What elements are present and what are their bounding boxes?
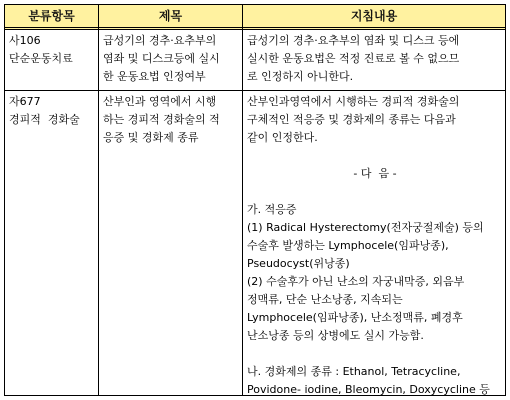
row1-content <box>247 32 503 86</box>
text-line: 난소낭종 등의 상병에도 실시 가능함. <box>247 329 424 342</box>
column-divider <box>98 5 99 395</box>
text-line: 로 인정하지 아니한다. <box>247 70 354 83</box>
text-line: 급성기의 경추·요추부의 <box>103 34 217 47</box>
text-line: 같이 인정한다. <box>247 131 318 144</box>
text-line: Lymphocele(임파낭종), 난소정맥류, 폐경후 <box>247 311 463 324</box>
row1-category <box>9 32 95 68</box>
text-line: 사106 <box>9 34 41 47</box>
guideline-table <box>4 4 506 396</box>
text-line: 하는 경피적 경화술의 적 <box>103 113 220 126</box>
text-line: 한 운동요법 인정여부 <box>103 70 206 83</box>
text-line: 실시한 운동요법은 적정 진료로 볼 수 없으므 <box>247 52 460 65</box>
text-line: 정맥류, 단순 난소낭종, 지속되는 <box>247 293 403 306</box>
text-line: 수술후 발생하는 Lymphocele(임파낭종), <box>247 239 449 252</box>
row1-title <box>103 32 239 86</box>
text-line: (2) 수술후가 아닌 난소의 자궁내막증, 외음부 <box>247 275 465 288</box>
text-line: 가. 적응증 <box>247 203 297 216</box>
blank-line <box>247 147 503 165</box>
row-divider <box>5 90 505 91</box>
text-line: 응증 및 경화제 종류 <box>103 131 199 144</box>
text-line: 경피적 경화술 <box>9 113 80 126</box>
blank-line <box>247 345 503 363</box>
row2-category <box>9 93 95 129</box>
column-divider <box>242 5 243 395</box>
text-line: (1) Radical Hysterectomy(전자궁절제술) 등의 <box>247 221 484 234</box>
text-line: Pseudocyst(위낭종) <box>247 257 350 270</box>
blank-line <box>247 183 503 201</box>
text-line: Povidone- iodine, Bleomycin, Doxycycline 등 <box>247 383 490 396</box>
text-line: 산부인과 영역에서 시행 <box>103 95 217 108</box>
header-title: 제목 <box>158 9 183 23</box>
row2-content <box>247 93 503 399</box>
text-line: 급성기의 경추·요추부의 염좌 및 디스크 등에 <box>247 34 460 47</box>
text-line: 단순운동치료 <box>9 52 73 65</box>
header-content: 지침내용 <box>350 9 398 23</box>
text-line: 나. 경화제의 종류 : Ethanol, Tetracycline, <box>247 365 461 378</box>
header-category: 분류항목 <box>28 9 75 23</box>
row2-title <box>103 93 239 147</box>
text-line: 구체적인 적응증 및 경화제의 종류는 다음과 <box>247 113 456 126</box>
text-line: 자677 <box>9 95 41 108</box>
section-divider-label: - 다 음 - <box>353 167 397 180</box>
text-line: 염좌 및 디스크등에 실시 <box>103 52 220 65</box>
text-line: 산부인과영역에서 시행하는 경피적 경화술의 <box>247 95 460 108</box>
